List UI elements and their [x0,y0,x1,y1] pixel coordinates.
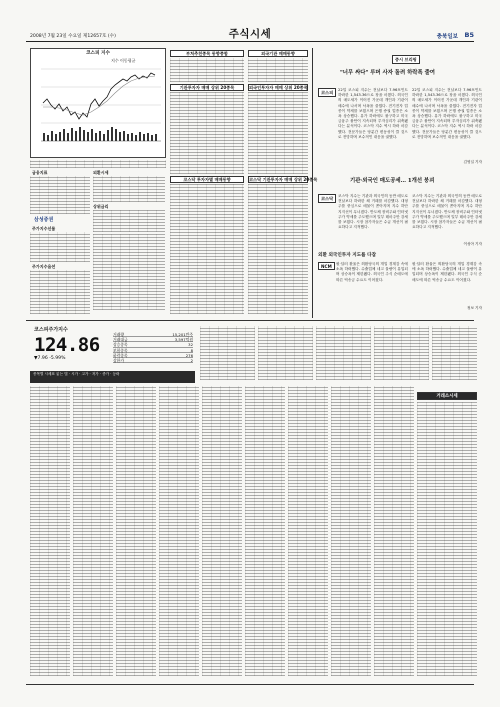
newspaper-name: 충북일보 [436,34,458,40]
news-byline-2: 이성아 기자 [463,242,482,246]
section-futures: 주가지수옵션 [32,264,56,269]
kospi-stat-row: 거래량 15,201만주 [113,332,193,337]
section-rates2: 상위금리 [93,204,109,209]
news-body-1a: 22일 코스피 지수는 전날보다 7.96포인트 하락한 1,543.36으로 장을 마쳤다. 외국인의 매도세가 이어진 가운데 개인과 기관이 매수에 나서며 낙폭을 줄였다. 전기전자 업종이 약세를 보였으며 은행 증권 업종은 소폭 상승했다. 유가 하락에도 불구하고 미국 금융주 불안이 지속되며 투자심리가 위축됐다는 분석이다. 코스닥 지수 역시 하락 마감했다. 전문가들은 당분간 변동성이 클 것으로 전망하며 보수적인 대응을 권했다. [338,88,408,139]
news-byline-3: 정보 기자 [466,306,482,310]
page-title: 주식시세 [228,28,272,40]
news-divider [312,48,313,318]
news-headline-3: 외환 외국인투자 지도를 다잡 [318,253,377,258]
listing-col-7 [288,386,328,676]
section-rates: 외환시세 [93,170,109,175]
issue-date: 2008년 7월 23일 수요일 제12657호 (수) [30,34,116,39]
chart-caption-strip [30,160,166,168]
listing-top-2 [258,326,313,380]
table-header-6: 코스닥 기관투자자 매매 상위 20종목 [249,177,318,182]
volume-bars [43,127,157,141]
index-line [43,73,155,119]
chart-svg [31,49,167,159]
listing-box-title: 거래소시세 [417,392,477,400]
kospi-stat-row: 상한가 2 [113,357,193,363]
news-tag-3: NCM [318,262,335,270]
chart-title: 코스피 지수 [86,51,110,56]
kospi-stat-row: 상승종목 32 [113,342,193,348]
table-body-3 [170,92,244,174]
listing-top-4 [374,326,429,380]
section-fx: 금융지표 [32,170,48,175]
news-tag-1: 코스피 [318,88,336,97]
table-header-3: 기관투자자 매매 상위 20종목 [170,84,244,91]
listing-col-2 [73,386,113,676]
kospi-value: 124.86 [34,334,100,356]
listing-col-3 [116,386,156,676]
table-header-1: 부처추천종목 동향종합 [170,50,244,57]
listing-col-10 [417,402,477,676]
chart-gridlines [41,69,161,141]
rates2-table [93,210,165,232]
futures-table [30,270,90,314]
footer-rule [26,684,474,685]
table-header-4: 외국인투자자 매매 상위 20종목 [249,85,308,90]
kospi-stat-row: 하락종목 276 [113,352,193,358]
table-body-6 [248,184,308,314]
listing-col-8 [331,386,371,676]
listing-col-5 [202,386,242,676]
reading-guide: 종목별 시세표 읽는 법 · 시가 · 고가 · 저가 · 종가 · 등락 [30,371,195,383]
listing-col-1 [30,386,70,676]
futures-right-table [93,234,165,310]
news-body-3a: 원·달러 환율은 외환당국의 개입 경계감 속에 소폭 하락했다. 수출업체 네고 물량이 유입되며 상승폭이 제한됐다. 외국인 주식 순매도에 따른 역송금 수요도 이어졌다. [336,262,408,282]
table-body-2 [248,58,308,82]
masthead-rule [26,41,474,42]
kospi-change: ▼7.96 -5.99% [34,356,66,361]
listing-col-6 [245,386,285,676]
chart-legend: 지수 이동평균 [111,58,136,63]
listing-top-1 [200,326,255,380]
moving-average-line [43,76,155,115]
listing-col-4 [159,386,199,676]
table-body-5 [170,184,244,314]
kospi-stat-row: 거래대금 3,597억원 [113,337,193,343]
section-index: 주가지수선물 [32,226,56,231]
rates-table [93,176,165,202]
news-body-2b: 코스닥 지수는 기관과 외국인의 동반 매도로 전날보다 하락한 채 거래를 마감했다. 대형주를 중심으로 매물이 쏟아지며 지수 하단 지지선이 무너졌다. 반도체 장비주와 인터넷주가 약세를 주도했으며 일부 테마주만 강세를 보였다. 시장 참가자들은 수급 개선이 필요하다고 지적했다. [412,194,482,230]
kospi-summary [30,326,195,370]
table-body-4 [248,92,308,174]
page-number: B5 [464,31,474,39]
news-body-2a: 코스닥 지수는 기관과 외국인의 동반 매도로 전날보다 하락한 채 거래를 마감했다. 대형주를 중심으로 매물이 쏟아지며 지수 하단 지지선이 무너졌다. 반도체 장비주와 인터넷주가 약세를 주도했으며 일부 테마주만 강세를 보였다. 시장 참가자들은 수급 개선이 필요하다고 지적했다. [338,194,408,230]
kospi-stats [113,332,193,364]
kospi-chart [30,48,166,158]
news-tag-2: 코스닥 [318,194,336,203]
listing-col-9 [374,386,414,676]
news-body-1b: 22일 코스피 지수는 전날보다 7.96포인트 하락한 1,543.36으로 장을 마쳤다. 외국인의 매도세가 이어진 가운데 개인과 기관이 매수에 나서며 낙폭을 줄였다. 전기전자 업종이 약세를 보였으며 은행 증권 업종은 소폭 상승했다. 유가 하락에도 불구하고 미국 금융주 불안이 지속되며 투자심리가 위축됐다는 분석이다. 코스닥 지수 역시 하락 마감했다. 전문가들은 당분간 변동성이 클 것으로 전망하며 보수적인 대응을 권했다. [412,88,482,139]
section-rule [26,320,474,321]
news-body-3b: 원·달러 환율은 외환당국의 개입 경계감 속에 소폭 하락했다. 수출업체 네고 물량이 유입되며 상승폭이 제한됐다. 외국인 주식 순매도에 따른 역송금 수요도 이어졌다. [412,262,482,282]
index-table [30,232,90,262]
kospi-label: 코스피주가지수 [34,327,68,333]
news-headline-2: 기관·외국인 매도공세… 1개선 붕괴 [350,178,435,184]
news-byline-1: 김영일 기자 [463,160,482,164]
table-header-5: 코스닥 투자자별 매매동향 [170,176,244,183]
fx-table [30,176,90,214]
table-header-2: 외국기관 매매동향 [248,50,308,57]
table-body-1 [170,58,244,82]
listing-top-3 [316,326,371,380]
kospi-stat-row: 보합종목 8 [113,347,193,353]
news-headline-1: "너무 싸다" 루머 사자 돌려 하락폭 줄여 [340,70,435,76]
listing-top-5 [432,326,477,380]
masthead [0,0,500,44]
news-box-label: 증시 브리핑 [392,55,420,64]
sponsor-logo: 삼성증권 [34,217,54,223]
